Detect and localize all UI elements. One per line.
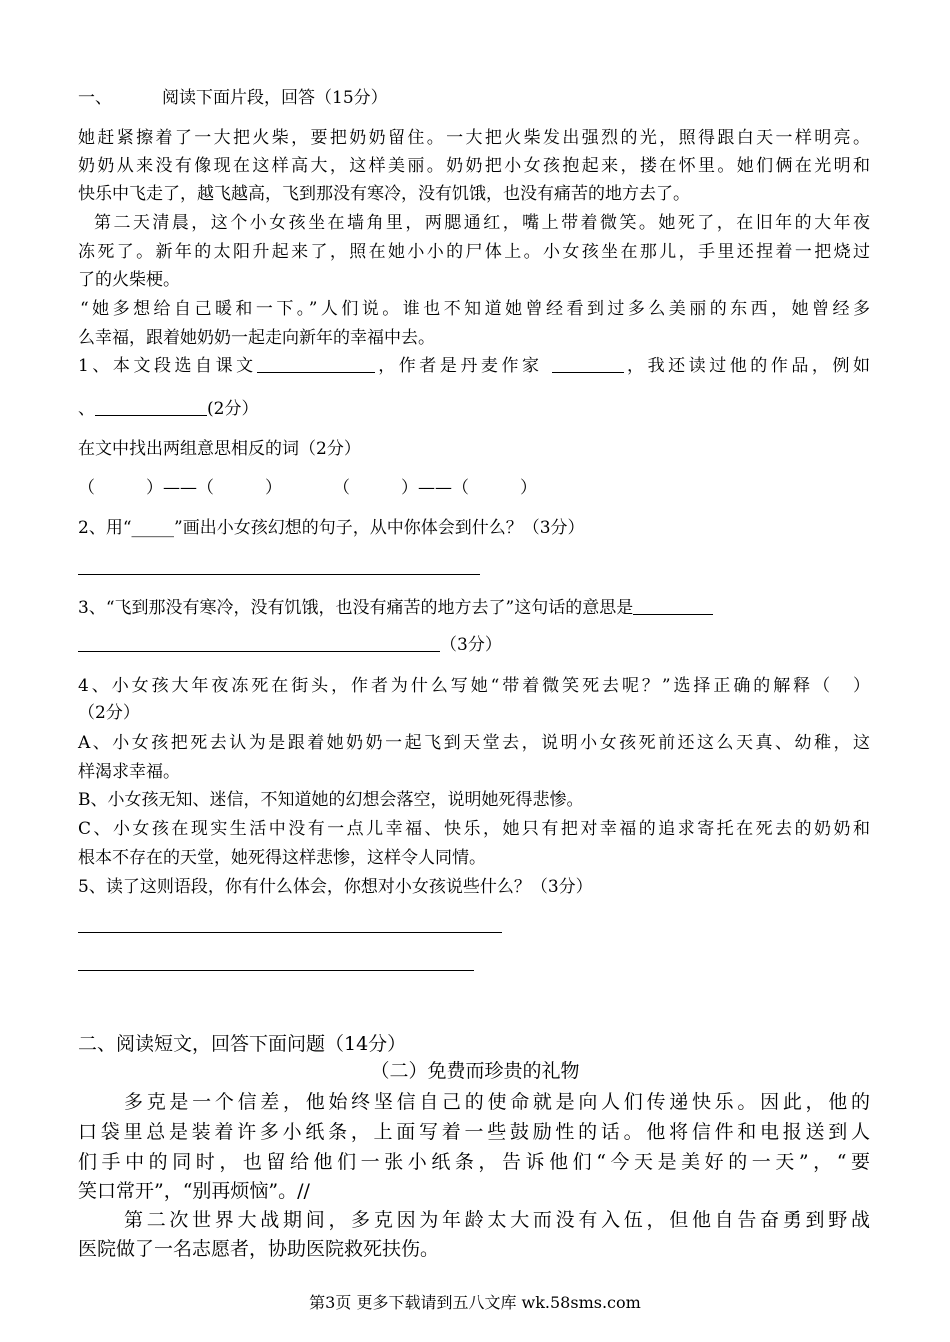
question-3 xyxy=(78,596,713,620)
passage1-line: 了的火柴梗。 xyxy=(78,270,180,290)
q5-answer-line-1[interactable] xyxy=(78,932,502,933)
q1-part3: ，我还读过他的作品，例如 xyxy=(623,356,871,376)
passage2-line: 口袋里总是装着许多小纸条，上面写着一些鼓励性的话。他将信件和电报送到人 xyxy=(78,1121,870,1143)
q1-part4: 、 xyxy=(78,399,95,419)
passage1-line: 奶奶从来没有像现在这样高大，这样美丽。奶奶把小女孩抱起来，搂在怀里。她们俩在光明和 xyxy=(78,156,870,176)
passage1-line: 她赶紧擦着了一大把火柴，要把奶奶留住。一大把火柴发出强烈的光，照得跟白天一样明亮。 xyxy=(78,128,870,148)
q4-option-c-cont: 根本不存在的天堂，她死得这样悲惨，这样令人同情。 xyxy=(78,848,486,868)
passage2-line: 第二次世界大战期间，多克因为年龄太大而没有入伍，但他自告奋勇到野战 xyxy=(124,1209,870,1231)
q1-part2: ，作者是丹麦作家 xyxy=(374,356,543,376)
passage2-line: 们手中的同时，也留给他们一张小纸条，告诉他们“今天是美好的一天”，“要 xyxy=(78,1151,870,1173)
passage1-line: 冻死了。新年的太阳升起来了，照在她小小的尸体上。小女孩坐在那儿，手里还捏着一把烧过 xyxy=(78,242,870,262)
q4-option-c: C、小女孩在现实生活中没有一点儿幸福、快乐，她只有把对幸福的追求寄托在死去的奶奶和 xyxy=(78,819,870,839)
passage1-line: 么幸福，跟着她奶奶一起走向新年的幸福中去。 xyxy=(78,328,435,348)
q1-answer-blank-3[interactable] xyxy=(95,397,207,416)
section1-heading-num: 一、 xyxy=(78,88,112,108)
section2-heading: 二、阅读短文，回答下面问题（14分） xyxy=(78,1033,407,1055)
q2-underline-sample: _____ xyxy=(131,518,175,538)
antonym-pairs[interactable]: （ ）——（ ） （ ）——（ ） xyxy=(78,478,537,498)
q1-answer-blank-1[interactable] xyxy=(257,354,375,373)
q3-text: 3、“飞到那没有寒冷，没有饥饿，也没有痛苦的地方去了”这句话的意思是 xyxy=(78,598,634,618)
passage2-line: 多克是一个信差，他始终坚信自己的使命就是向人们传递快乐。因此，他的 xyxy=(124,1091,870,1113)
q1-answer-blank-2[interactable] xyxy=(552,354,624,373)
section2-title: （二）免费而珍贵的礼物 xyxy=(370,1060,580,1082)
question-1-cont xyxy=(78,397,258,421)
q2-answer-line[interactable] xyxy=(78,574,480,575)
section1-heading xyxy=(78,86,388,110)
passage1-line: 快乐中飞走了，越飞越高，飞到那没有寒冷，没有饥饿，也没有痛苦的地方去了。 xyxy=(78,184,690,204)
q3-answer-line[interactable] xyxy=(78,633,440,652)
question-3-cont xyxy=(78,633,502,657)
passage1-line: 第二天清晨，这个小女孩坐在墙角里，两腮通红，嘴上带着微笑。她死了，在旧年的大年夜 xyxy=(94,213,870,233)
q2-pre: 2、用“ xyxy=(78,518,132,538)
passage1-line: “她多想给自己暖和一下。”人们说。谁也不知道她曾经看到过多么美丽的东西，她曾经多 xyxy=(80,299,870,319)
q3-score: （3分） xyxy=(440,635,502,655)
q4-option-a-cont: 样渴求幸福。 xyxy=(78,762,180,782)
q1-part1: 1、本文段选自课文 xyxy=(78,356,257,376)
question-1 xyxy=(78,354,870,378)
q2-post: ”画出小女孩幻想的句子，从中你体会到什么？（3分） xyxy=(174,518,585,538)
question-4: 4、小女孩大年夜冻死在街头，作者为什么写她“带着微笑死去呢？”选择正确的解释（ ） xyxy=(78,676,870,696)
q4-option-b: B、小女孩无知、迷信，不知道她的幻想会落空，说明她死得悲惨。 xyxy=(78,790,584,810)
section1-heading-text: 阅读下面片段，回答（15分） xyxy=(162,88,388,108)
q4-score: （2分） xyxy=(78,703,140,723)
passage2-line: 笑口常开”，“别再烦恼”。// xyxy=(78,1180,310,1202)
q4-option-a: A、小女孩把死去认为是跟着她奶奶一起飞到天堂去，说明小女孩死前还这么天真、幼稚，这 xyxy=(78,733,870,753)
question-5: 5、读了这则语段，你有什么体会，你想对小女孩说些什么？（3分） xyxy=(78,877,593,897)
q1-score: (2分） xyxy=(207,399,259,419)
q3-answer-blank[interactable] xyxy=(633,596,713,615)
question-2 xyxy=(78,516,585,540)
passage2-line: 医院做了一名志愿者，协助医院救死扶伤。 xyxy=(78,1238,440,1260)
q5-answer-line-2[interactable] xyxy=(78,970,474,971)
question-1b: 在文中找出两组意思相反的词（2分） xyxy=(78,439,361,459)
page-footer: 第3页 更多下载请到五八文库 wk.58sms.com xyxy=(309,1293,641,1312)
